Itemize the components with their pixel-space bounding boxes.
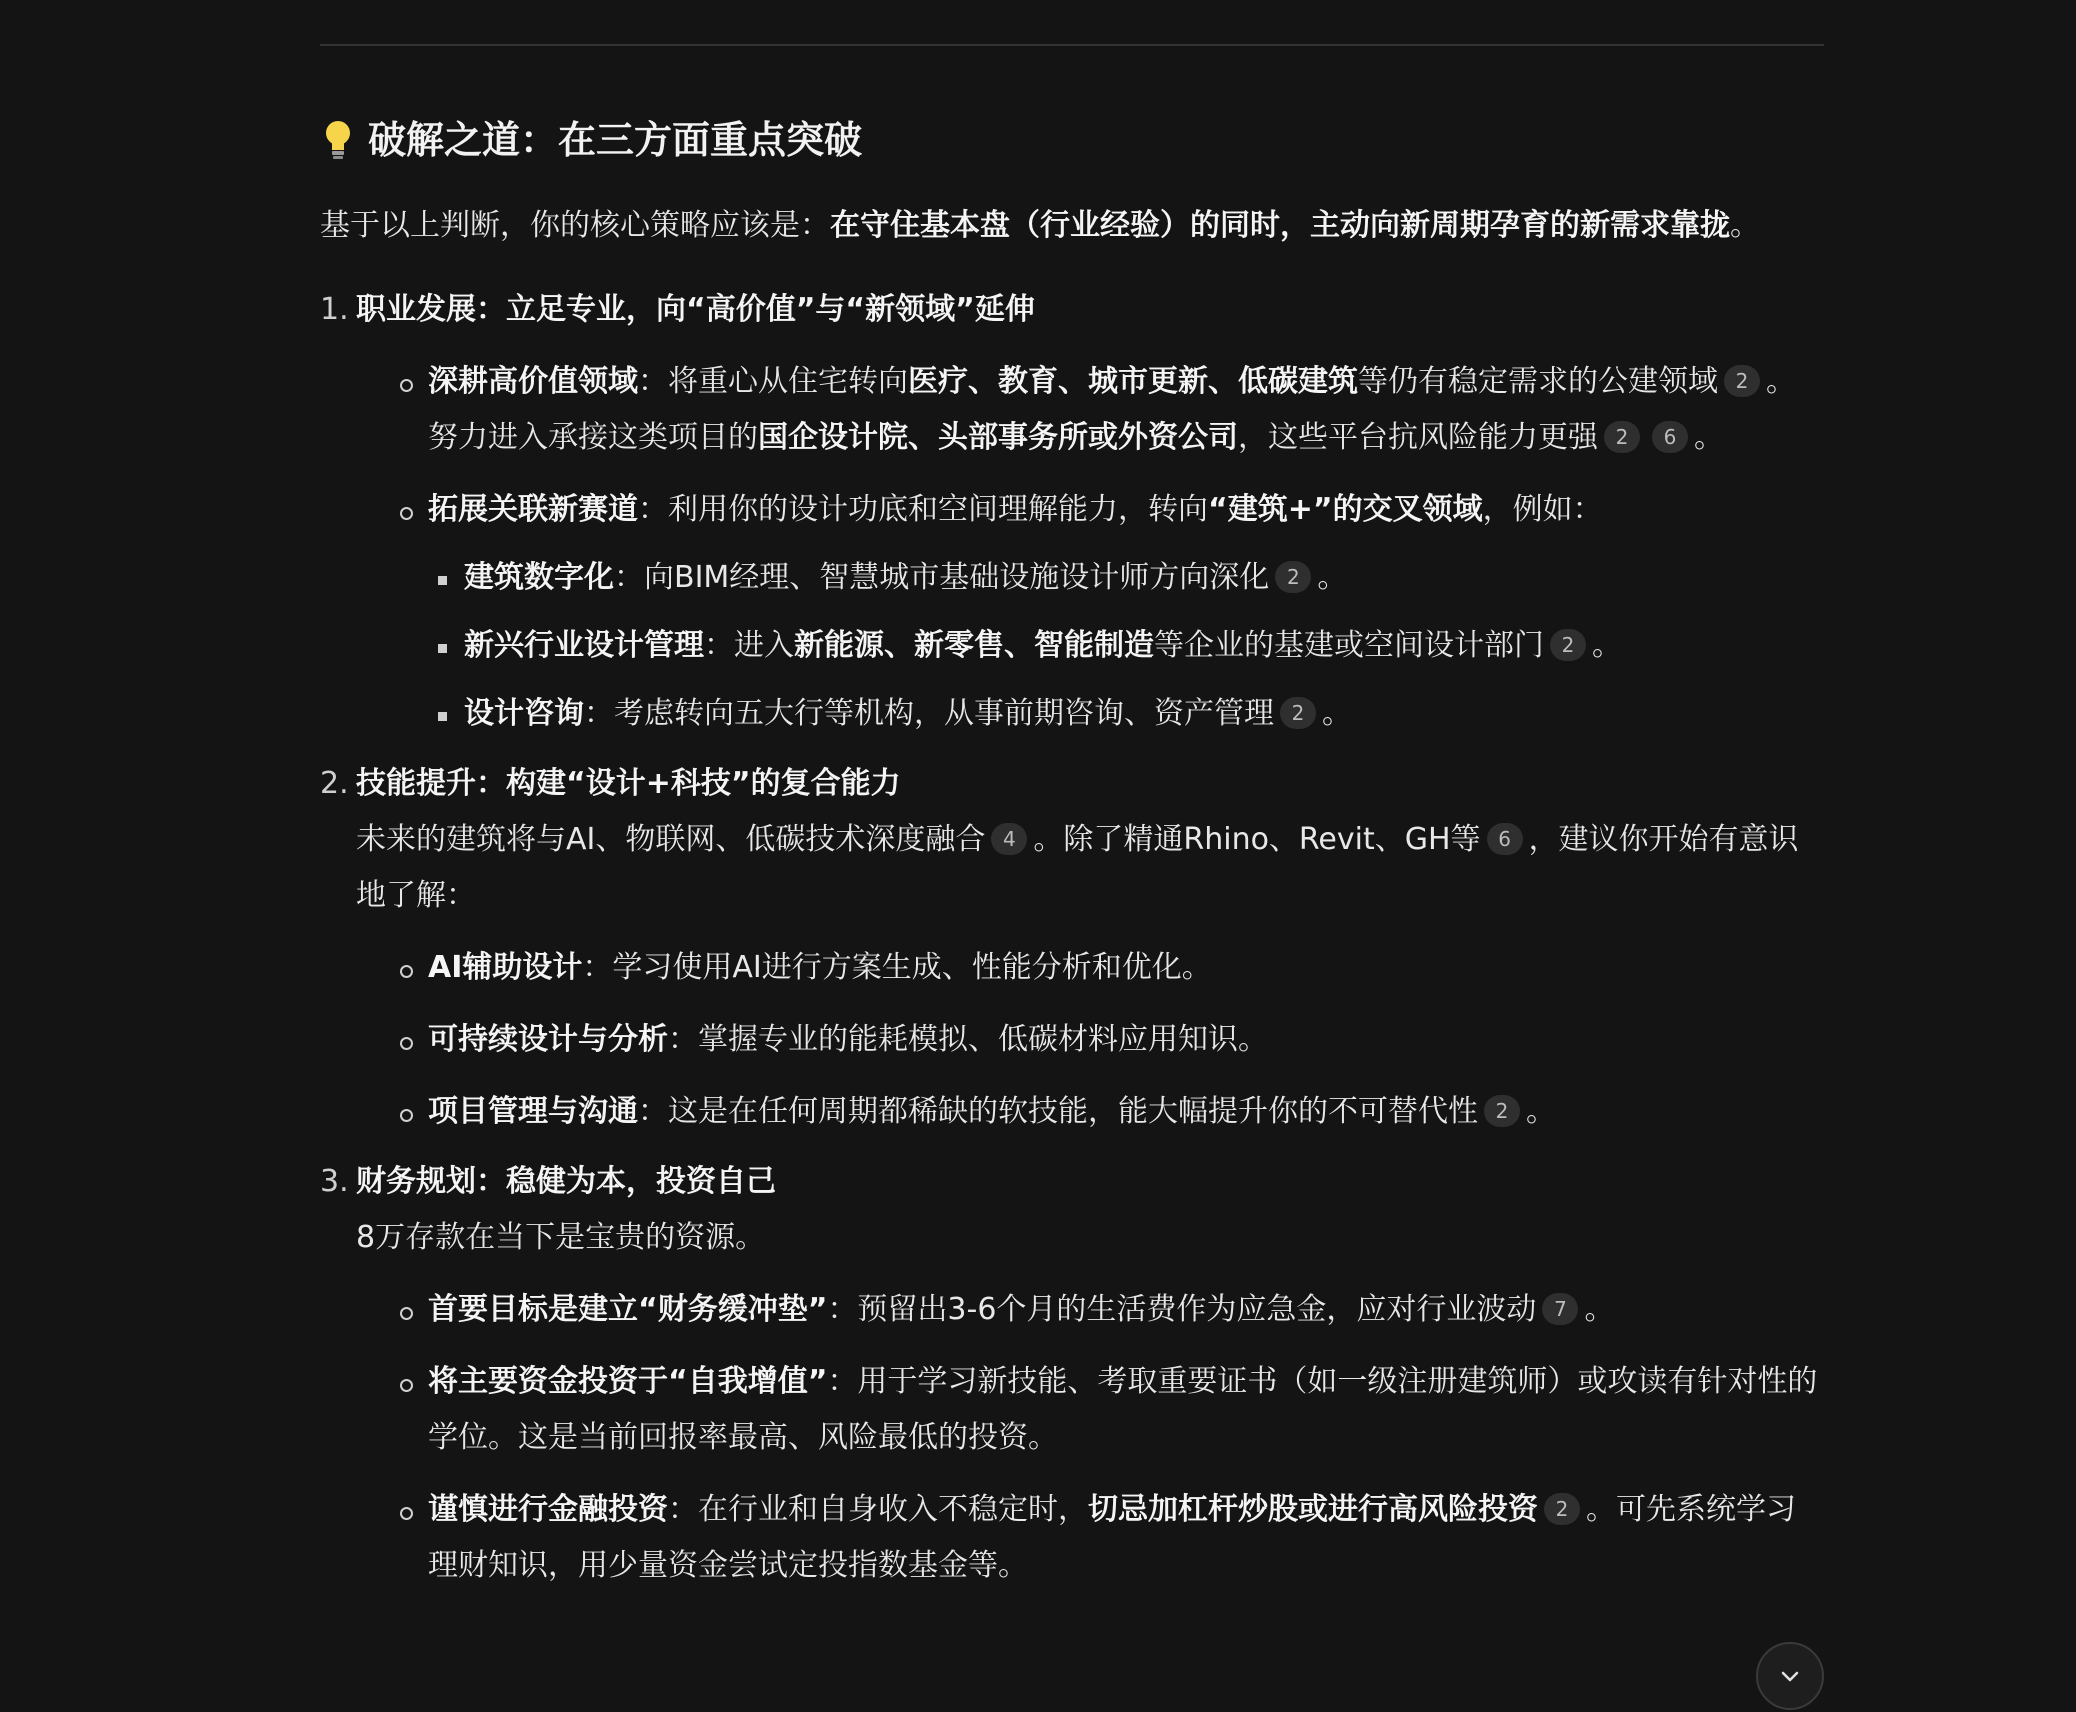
- item-paragraph: [356, 812, 1824, 924]
- bold-text: 在守住基本盘（行业经验）的同时，主动向新周期孕育的新需求靠拢: [830, 208, 1730, 243]
- bold-text: 项目管理与沟通: [428, 1094, 638, 1129]
- text: ，这些平台抗风险能力更强: [1238, 420, 1598, 455]
- text: 。可先系统学习理财知识，用少量资金尝试定投指数基金等。: [428, 1492, 1796, 1583]
- sub-sub-item: [356, 686, 1824, 742]
- sub-item: [356, 1282, 1824, 1338]
- bold-text: 新兴行业设计管理: [464, 628, 704, 663]
- citation-badge[interactable]: 6: [1487, 823, 1523, 855]
- citation-badge[interactable]: 2: [1604, 421, 1640, 453]
- scroll-to-bottom-button[interactable]: [1756, 1642, 1824, 1710]
- text: 。除了精通Rhino、Revit、GH等: [1033, 822, 1481, 857]
- response-content: [320, 110, 1824, 1594]
- bold-text: 设计咨询: [464, 696, 584, 731]
- text: 等仍有稳定需求的公建领域: [1358, 364, 1718, 399]
- text: 。: [1526, 1094, 1556, 1129]
- bold-text: 首要目标是建立“财务缓冲垫”: [428, 1292, 828, 1327]
- heading-text: 破解之道：在三方面重点突破: [368, 118, 863, 162]
- citation-badge[interactable]: 2: [1275, 561, 1311, 593]
- citation-badge[interactable]: 6: [1652, 421, 1688, 453]
- text: ：考虑转向五大行等机构，从事前期咨询、资产管理: [584, 696, 1274, 731]
- item-paragraph: 8万存款在当下是宝贵的资源。: [356, 1220, 766, 1255]
- text: ，例如：: [1482, 492, 1603, 527]
- text: 未来的建筑将与AI、物联网、低碳技术深度融合: [356, 822, 986, 857]
- citation-badge[interactable]: 7: [1542, 1293, 1578, 1325]
- text: ：学习使用AI进行方案生成、性能分析和优化。: [582, 950, 1212, 985]
- bold-text: 建筑数字化: [464, 560, 614, 595]
- item-title: 职业发展：立足专业，向“高价值”与“新领域”延伸: [356, 292, 1035, 327]
- chevron-down-icon: [1777, 1663, 1803, 1689]
- text: ：将重心从住宅转向: [638, 364, 908, 399]
- sub-sub-item: [356, 618, 1824, 674]
- citation-badge[interactable]: 2: [1484, 1095, 1520, 1127]
- text: 。: [1584, 1292, 1615, 1327]
- text: 。: [1730, 208, 1760, 243]
- text: ：向BIM经理、智慧城市基础设施设计师方向深化: [614, 560, 1270, 595]
- text: 。: [1592, 628, 1622, 663]
- text: 基于以上判断，你的核心策略应该是：: [320, 208, 830, 243]
- sub-item: [356, 354, 1824, 466]
- sub-item: [356, 1084, 1824, 1140]
- numbered-item-1: [320, 282, 1824, 742]
- sub-sub-item: [356, 550, 1824, 606]
- list-number: 2.: [320, 766, 349, 801]
- sub-item: [356, 940, 1824, 996]
- item-title: 技能提升：构建“设计+科技”的复合能力: [356, 766, 901, 801]
- text: ：掌握专业的能耗模拟、低碳材料应用知识。: [668, 1022, 1268, 1057]
- bold-text: 医疗、教育、城市更新、低碳建筑: [908, 364, 1358, 399]
- citation-badge[interactable]: 2: [1280, 697, 1316, 729]
- list-number: 1.: [320, 292, 349, 327]
- section-divider: [320, 44, 1824, 46]
- text: ：在行业和自身收入不稳定时，: [668, 1492, 1088, 1527]
- sub-item: [356, 1482, 1824, 1594]
- citation-badge[interactable]: 4: [991, 823, 1027, 855]
- bold-text: AI辅助设计: [428, 950, 583, 985]
- text: 等企业的基建或空间设计部门: [1154, 628, 1544, 663]
- citation-badge[interactable]: 2: [1544, 1493, 1580, 1525]
- bold-text: 可持续设计与分析: [428, 1022, 668, 1057]
- text: 。: [1317, 560, 1348, 595]
- bold-text: 深耕高价值领域: [428, 364, 638, 399]
- intro-paragraph: [320, 198, 1824, 254]
- lightbulb-icon: [320, 118, 356, 162]
- bold-text: 谨慎进行金融投资: [428, 1492, 668, 1527]
- text: ：利用你的设计功底和空间理解能力，转向: [638, 492, 1208, 527]
- sub-item: [356, 1012, 1824, 1068]
- numbered-item-3: [320, 1154, 1824, 1594]
- text: ，建议你开始有意识地了解：: [356, 822, 1799, 913]
- text: ：这是在任何周期都稀缺的软技能，能大幅提升你的不可替代性: [638, 1094, 1478, 1129]
- section-heading: [320, 110, 1824, 170]
- text: ：用于学习新技能、考取重要证书（如一级注册建筑师）或攻读有针对性的学位。这是当前回报率最高、风险最低的投资。: [428, 1364, 1818, 1455]
- sub-item: [356, 1354, 1824, 1466]
- text: 。: [1322, 696, 1352, 731]
- list-number: 3.: [320, 1164, 349, 1199]
- numbered-item-2: [320, 756, 1824, 1140]
- citation-badge[interactable]: 2: [1550, 629, 1586, 661]
- bold-text: 国企设计院、头部事务所或外资公司: [758, 420, 1238, 455]
- text: 。: [1694, 420, 1724, 455]
- bold-text: “建筑+”的交叉领域: [1208, 492, 1483, 527]
- item-title: 财务规划：稳健为本，投资自己: [356, 1164, 776, 1199]
- bold-text: 将主要资金投资于“自我增值”: [428, 1364, 828, 1399]
- text: 。努力进入承接这类项目的: [428, 364, 1796, 455]
- text: ：进入: [704, 628, 794, 663]
- citation-badge[interactable]: 2: [1724, 365, 1760, 397]
- bold-text: 拓展关联新赛道: [428, 492, 638, 527]
- sub-item: [356, 482, 1824, 538]
- text: ：预留出3-6个月的生活费作为应急金，应对行业波动: [827, 1292, 1537, 1327]
- bold-text: 切忌加杠杆炒股或进行高风险投资: [1088, 1492, 1538, 1527]
- bold-text: 新能源、新零售、智能制造: [794, 628, 1154, 663]
